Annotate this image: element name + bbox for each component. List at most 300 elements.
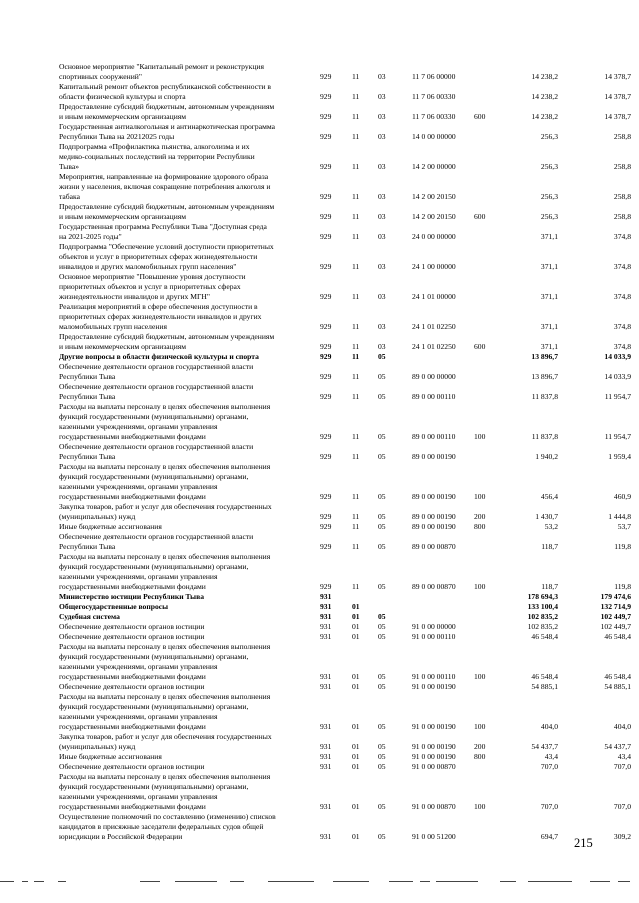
section-code: 11 <box>352 392 360 401</box>
amount-year-2: 460,9 <box>613 492 631 501</box>
admin-code: 931 <box>320 752 332 761</box>
amount-year-2: 14 378,7 <box>604 72 631 81</box>
target-item-code: 14 2 00 20150 <box>412 192 456 201</box>
subsection-code: 05 <box>378 722 386 731</box>
subsection-code: 03 <box>378 342 386 351</box>
amount-year-2: 707,0 <box>613 762 631 771</box>
table-row <box>0 402 639 442</box>
row-description: жизни у населения, включая сокращение потребления алкоголя и <box>59 182 271 191</box>
section-code: 01 <box>352 682 360 691</box>
section-code: 11 <box>352 232 360 241</box>
amount-year-1: 102 835,2 <box>527 612 558 621</box>
table-row <box>0 592 639 602</box>
subsection-code: 03 <box>378 292 386 301</box>
subsection-code: 05 <box>378 682 386 691</box>
row-description: объектов и услуг в приоритетных сферах жизнедеятельности <box>59 252 258 261</box>
row-description: области физической культуры и спорта <box>59 92 186 101</box>
section-code: 11 <box>352 342 360 351</box>
table-row <box>0 382 639 402</box>
subsection-code: 05 <box>378 432 386 441</box>
row-description: кандидатов в присяжные заседатели федеральных судов общей <box>59 822 264 831</box>
amount-year-2: 119,8 <box>614 542 631 551</box>
amount-year-2: 258,8 <box>613 192 631 201</box>
row-description: Предоставление субсидий бюджетным, автономным учреждениям <box>59 332 275 341</box>
admin-code: 929 <box>320 92 332 101</box>
row-description: казенными учреждениями, органами управления <box>59 422 218 431</box>
table-row <box>0 522 639 532</box>
row-description: Государственная программа Республики Тыва "Доступная среда <box>59 222 267 231</box>
target-item-code: 91 0 00 00000 <box>412 622 456 631</box>
admin-code: 931 <box>320 622 332 631</box>
amount-year-2: 11 954,7 <box>604 392 631 401</box>
admin-code: 929 <box>320 452 332 461</box>
target-item-code: 89 0 00 00870 <box>412 542 456 551</box>
target-item-code: 11 7 06 00000 <box>412 72 456 81</box>
row-description: Расходы на выплаты персоналу в целях обеспечения выполнения <box>59 552 271 561</box>
row-description: Подпрограмма "Обеспечение условий доступности приоритетных <box>59 242 274 251</box>
section-code: 01 <box>352 762 360 771</box>
target-item-code: 89 0 00 00190 <box>412 492 456 501</box>
amount-year-1: 11 837,8 <box>531 392 558 401</box>
section-code: 11 <box>352 72 360 81</box>
target-item-code: 89 0 00 00110 <box>412 432 456 441</box>
row-description: Реализация мероприятий в сфере обеспечения доступности в <box>59 302 258 311</box>
amount-year-1: 13 896,7 <box>531 372 558 381</box>
amount-year-1: 371,1 <box>540 262 558 271</box>
section-code: 11 <box>352 452 360 461</box>
subsection-code: 05 <box>378 632 386 641</box>
target-item-code: 91 0 00 00190 <box>412 722 456 731</box>
row-description: на 2021-2025 годы" <box>59 232 122 241</box>
row-description: Осуществление полномочий по составлению (изменению) списков <box>59 812 276 821</box>
target-item-code: 24 1 01 02250 <box>412 322 456 331</box>
subsection-code: 03 <box>378 72 386 81</box>
section-code: 01 <box>352 672 360 681</box>
amount-year-1: 694,7 <box>540 832 558 841</box>
subsection-code: 05 <box>378 802 386 811</box>
amount-year-1: 256,3 <box>540 192 558 201</box>
subsection-code: 05 <box>378 742 386 751</box>
amount-year-2: 309,2 <box>613 832 631 841</box>
section-code: 01 <box>352 622 360 631</box>
section-code: 11 <box>352 212 360 221</box>
section-code: 11 <box>352 512 360 521</box>
expense-type-code: 600 <box>474 342 486 351</box>
amount-year-1: 707,0 <box>540 762 558 771</box>
admin-code: 929 <box>320 522 332 531</box>
target-item-code: 89 0 00 00190 <box>412 512 456 521</box>
row-description: Основное мероприятие "Капитальный ремонт и реконструкция <box>59 62 264 71</box>
row-description: Другие вопросы в области физической культуры и спорта <box>59 352 259 361</box>
amount-year-2: 102 449,7 <box>600 612 631 621</box>
target-item-code: 14 2 00 20150 <box>412 212 456 221</box>
section-code: 11 <box>352 582 360 591</box>
row-description: Обеспечение деятельности органов юстиции <box>59 632 205 641</box>
row-description: государственными внебюджетными фондами <box>59 802 206 811</box>
admin-code: 931 <box>320 742 332 751</box>
row-description: Государственная антиалкогольная и антинаркотическая программа <box>59 122 276 131</box>
row-description: Мероприятия, направленные на формирование здорового образа <box>59 172 269 181</box>
amount-year-1: 13 896,7 <box>531 352 558 361</box>
subsection-code: 05 <box>378 612 386 621</box>
amount-year-1: 54 437,7 <box>531 742 558 751</box>
amount-year-1: 404,0 <box>540 722 558 731</box>
amount-year-1: 371,1 <box>540 232 558 241</box>
row-description: (муниципальных) нужд <box>59 742 136 751</box>
expense-type-code: 800 <box>474 522 486 531</box>
expense-type-code: 100 <box>474 432 486 441</box>
row-description: казенными учреждениями, органами управления <box>59 712 218 721</box>
amount-year-2: 179 474,6 <box>600 592 631 601</box>
table-row <box>0 272 639 302</box>
target-item-code: 91 0 00 00870 <box>412 762 456 771</box>
row-description: Обеспечение деятельности органов государственной власти <box>59 362 254 371</box>
row-description: Капитальный ремонт объектов республиканской собственности в <box>59 82 271 91</box>
row-description: государственными внебюджетными фондами <box>59 432 206 441</box>
target-item-code: 91 0 00 00190 <box>412 682 456 691</box>
row-description: государственными внебюджетными фондами <box>59 582 206 591</box>
admin-code: 931 <box>320 762 332 771</box>
amount-year-2: 374,8 <box>613 322 631 331</box>
amount-year-1: 256,3 <box>540 212 558 221</box>
target-item-code: 14 2 00 00000 <box>412 162 456 171</box>
section-code: 11 <box>352 352 360 361</box>
table-row <box>0 532 639 552</box>
expense-type-code: 100 <box>474 492 486 501</box>
amount-year-2: 14 378,7 <box>604 92 631 101</box>
section-code: 11 <box>352 112 360 121</box>
amount-year-1: 54 885,1 <box>531 682 558 691</box>
row-description: Общегосударственные вопросы <box>59 602 169 611</box>
admin-code: 929 <box>320 392 332 401</box>
admin-code: 931 <box>320 612 332 621</box>
row-description: и иным некоммерческим организациям <box>59 342 187 351</box>
admin-code: 931 <box>320 632 332 641</box>
row-description: Предоставление субсидий бюджетным, автономным учреждениям <box>59 102 275 111</box>
amount-year-2: 374,8 <box>613 292 631 301</box>
expense-type-code: 800 <box>474 752 486 761</box>
amount-year-1: 118,7 <box>541 582 558 591</box>
row-description: Расходы на выплаты персоналу в целях обеспечения выполнения <box>59 642 271 651</box>
target-item-code: 91 0 00 00870 <box>412 802 456 811</box>
expense-type-code: 100 <box>474 672 486 681</box>
section-code: 11 <box>352 372 360 381</box>
row-description: Республики Тыва <box>59 452 116 461</box>
table-row <box>0 82 639 102</box>
table-row <box>0 642 639 682</box>
admin-code: 931 <box>320 592 332 601</box>
subsection-code: 05 <box>378 492 386 501</box>
row-description: спортивных сооружений" <box>59 72 142 81</box>
subsection-code: 03 <box>378 92 386 101</box>
table-row <box>0 772 639 812</box>
target-item-code: 24 0 00 00000 <box>412 232 456 241</box>
row-description: Министерство юстиции Республики Тыва <box>59 592 204 601</box>
amount-year-2: 374,8 <box>613 232 631 241</box>
row-description: функций государственными (муниципальными) органами, <box>59 652 249 661</box>
amount-year-1: 456,4 <box>540 492 558 501</box>
table-row <box>0 812 639 842</box>
target-item-code: 89 0 00 00870 <box>412 582 456 591</box>
section-code: 01 <box>352 602 360 611</box>
table-row <box>0 622 639 632</box>
table-row <box>0 442 639 462</box>
amount-year-1: 46 548,4 <box>531 632 558 641</box>
amount-year-1: 1 430,7 <box>535 512 558 521</box>
row-description: Иные бюджетные ассигнования <box>59 752 162 761</box>
table-row <box>0 462 639 502</box>
row-description: и иным некоммерческим организациям <box>59 212 187 221</box>
amount-year-1: 371,1 <box>540 292 558 301</box>
row-description: приоритетных сферах жизнедеятельности инвалидов и других <box>59 312 262 321</box>
admin-code: 929 <box>320 232 332 241</box>
row-description: функций государственными (муниципальными) органами, <box>59 782 249 791</box>
row-description: Расходы на выплаты персоналу в целях обеспечения выполнения <box>59 402 271 411</box>
section-code: 01 <box>352 632 360 641</box>
amount-year-2: 119,8 <box>614 582 631 591</box>
row-description: казенными учреждениями, органами управления <box>59 792 218 801</box>
amount-year-2: 46 548,4 <box>604 672 631 681</box>
row-description: государственными внебюджетными фондами <box>59 722 206 731</box>
admin-code: 929 <box>320 432 332 441</box>
admin-code: 929 <box>320 112 332 121</box>
subsection-code: 03 <box>378 322 386 331</box>
expense-type-code: 100 <box>474 582 486 591</box>
amount-year-2: 14 378,7 <box>604 112 631 121</box>
section-code: 11 <box>352 432 360 441</box>
amount-year-2: 1 959,4 <box>608 452 631 461</box>
section-code: 01 <box>352 802 360 811</box>
target-item-code: 89 0 00 00110 <box>412 392 456 401</box>
row-description: Подпрограмма «Профилактика пьянства, алкоголизма и их <box>59 142 250 151</box>
admin-code: 929 <box>320 192 332 201</box>
amount-year-2: 43,4 <box>617 752 631 761</box>
amount-year-2: 1 444,8 <box>608 512 631 521</box>
admin-code: 929 <box>320 492 332 501</box>
subsection-code: 05 <box>378 672 386 681</box>
expense-type-code: 600 <box>474 212 486 221</box>
subsection-code: 03 <box>378 262 386 271</box>
target-item-code: 89 0 00 00000 <box>412 372 456 381</box>
row-description: функций государственными (муниципальными) органами, <box>59 472 249 481</box>
row-description: и иным некоммерческим организациям <box>59 112 187 121</box>
amount-year-1: 11 837,8 <box>531 432 558 441</box>
row-description: казенными учреждениями, органами управления <box>59 572 218 581</box>
amount-year-1: 1 940,2 <box>535 452 558 461</box>
row-description: государственными внебюджетными фондами <box>59 672 206 681</box>
row-description: Обеспечение деятельности органов государственной власти <box>59 442 254 451</box>
admin-code: 931 <box>320 802 332 811</box>
target-item-code: 91 0 00 00110 <box>412 632 456 641</box>
row-description: маломобильных групп населения <box>59 322 167 331</box>
table-row <box>0 762 639 772</box>
amount-year-1: 46 548,4 <box>531 672 558 681</box>
subsection-code: 05 <box>378 762 386 771</box>
table-row <box>0 332 639 352</box>
amount-year-2: 404,0 <box>613 722 631 731</box>
subsection-code: 03 <box>378 112 386 121</box>
table-row <box>0 552 639 592</box>
subsection-code: 05 <box>378 372 386 381</box>
amount-year-1: 43,4 <box>544 752 558 761</box>
table-row <box>0 632 639 642</box>
section-code: 01 <box>352 612 360 621</box>
section-code: 01 <box>352 742 360 751</box>
row-description: Обеспечение деятельности органов государственной власти <box>59 532 254 541</box>
subsection-code: 03 <box>378 162 386 171</box>
amount-year-2: 707,0 <box>613 802 631 811</box>
amount-year-2: 258,8 <box>613 212 631 221</box>
admin-code: 929 <box>320 542 332 551</box>
row-description: Обеспечение деятельности органов юстиции <box>59 682 205 691</box>
section-code: 11 <box>352 132 360 141</box>
section-code: 11 <box>352 92 360 101</box>
table-row <box>0 62 639 82</box>
amount-year-2: 374,8 <box>613 342 631 351</box>
amount-year-1: 371,1 <box>540 342 558 351</box>
expense-type-code: 100 <box>474 722 486 731</box>
target-item-code: 89 0 00 00190 <box>412 452 456 461</box>
subsection-code: 05 <box>378 752 386 761</box>
row-description: государственными внебюджетными фондами <box>59 492 206 501</box>
row-description: Республики Тыва <box>59 542 116 551</box>
amount-year-2: 102 449,7 <box>600 622 631 631</box>
admin-code: 929 <box>320 132 332 141</box>
amount-year-2: 258,8 <box>613 132 631 141</box>
table-row <box>0 142 639 172</box>
admin-code: 929 <box>320 262 332 271</box>
subsection-code: 05 <box>378 352 386 361</box>
admin-code: 929 <box>320 512 332 521</box>
row-description: Тыва» <box>59 162 80 171</box>
row-description: Закупка товаров, работ и услуг для обеспечения государственных <box>59 732 272 741</box>
row-description: функций государственными (муниципальными) органами, <box>59 412 249 421</box>
row-description: функций государственными (муниципальными) органами, <box>59 562 249 571</box>
subsection-code: 05 <box>378 452 386 461</box>
amount-year-1: 133 100,4 <box>527 602 558 611</box>
admin-code: 929 <box>320 372 332 381</box>
amount-year-2: 46 548,4 <box>604 632 631 641</box>
expense-type-code: 200 <box>474 742 486 751</box>
section-code: 01 <box>352 752 360 761</box>
amount-year-1: 256,3 <box>540 162 558 171</box>
row-description: Расходы на выплаты персоналу в целях обеспечения выполнения <box>59 692 271 701</box>
row-description: Расходы на выплаты персоналу в целях обеспечения выполнения <box>59 772 271 781</box>
section-code: 01 <box>352 722 360 731</box>
row-description: инвалидов и других маломобильных групп населения" <box>59 262 237 271</box>
table-row <box>0 172 639 202</box>
table-row <box>0 612 639 622</box>
target-item-code: 91 0 00 51200 <box>412 832 456 841</box>
section-code: 11 <box>352 542 360 551</box>
row-description: юрисдикции в Российской Федерации <box>59 832 183 841</box>
admin-code: 931 <box>320 602 332 611</box>
amount-year-1: 256,3 <box>540 132 558 141</box>
row-description: Закупка товаров, работ и услуг для обеспечения государственных <box>59 502 272 511</box>
subsection-code: 05 <box>378 832 386 841</box>
section-code: 11 <box>352 162 360 171</box>
amount-year-2: 14 033,9 <box>604 352 631 361</box>
expense-type-code: 200 <box>474 512 486 521</box>
target-item-code: 91 0 00 00110 <box>412 672 456 681</box>
table-row <box>0 222 639 242</box>
subsection-code: 05 <box>378 512 386 521</box>
section-code: 11 <box>352 522 360 531</box>
row-description: Судебная система <box>59 612 120 621</box>
section-code: 11 <box>352 292 360 301</box>
section-code: 11 <box>352 322 360 331</box>
target-item-code: 11 7 06 00330 <box>412 112 456 121</box>
row-description: Республики Тыва на 20212025 годы <box>59 132 175 141</box>
admin-code: 929 <box>320 162 332 171</box>
target-item-code: 89 0 00 00190 <box>412 522 456 531</box>
target-item-code: 91 0 00 00190 <box>412 752 456 761</box>
row-description: Обеспечение деятельности органов государственной власти <box>59 382 254 391</box>
target-item-code: 24 1 01 02250 <box>412 342 456 351</box>
table-row <box>0 682 639 692</box>
subsection-code: 05 <box>378 522 386 531</box>
target-item-code: 11 7 06 00330 <box>412 92 456 101</box>
admin-code: 929 <box>320 292 332 301</box>
table-row <box>0 122 639 142</box>
amount-year-1: 53,2 <box>544 522 558 531</box>
page-number: 215 <box>574 836 593 850</box>
amount-year-2: 132 714,9 <box>600 602 631 611</box>
section-code: 11 <box>352 492 360 501</box>
row-description: Республики Тыва <box>59 392 116 401</box>
admin-code: 929 <box>320 582 332 591</box>
table-row <box>0 502 639 522</box>
target-item-code: 91 0 00 00190 <box>412 742 456 751</box>
subsection-code: 05 <box>378 542 386 551</box>
table-row <box>0 102 639 122</box>
table-row <box>0 302 639 332</box>
amount-year-1: 14 238,2 <box>531 72 558 81</box>
subsection-code: 05 <box>378 622 386 631</box>
row-description: Расходы на выплаты персоналу в целях обеспечения выполнения <box>59 462 271 471</box>
table-row <box>0 692 639 732</box>
subsection-code: 03 <box>378 212 386 221</box>
admin-code: 929 <box>320 322 332 331</box>
amount-year-1: 178 694,3 <box>527 592 558 601</box>
section-code: 11 <box>352 192 360 201</box>
table-row <box>0 202 639 222</box>
row-description: Иные бюджетные ассигнования <box>59 522 162 531</box>
amount-year-2: 374,8 <box>613 262 631 271</box>
table-row <box>0 362 639 382</box>
amount-year-1: 102 835,2 <box>527 622 558 631</box>
subsection-code: 05 <box>378 392 386 401</box>
table-row <box>0 352 639 362</box>
amount-year-2: 11 954,7 <box>604 432 631 441</box>
row-description: Основное мероприятие "Повышение уровня доступности <box>59 272 246 281</box>
amount-year-1: 118,7 <box>541 542 558 551</box>
admin-code: 929 <box>320 352 332 361</box>
admin-code: 931 <box>320 672 332 681</box>
admin-code: 929 <box>320 72 332 81</box>
amount-year-2: 54 885,1 <box>604 682 631 691</box>
expense-type-code: 600 <box>474 112 486 121</box>
row-description: жизнедеятельности инвалидов и других МГН" <box>59 292 210 301</box>
target-item-code: 24 1 00 00000 <box>412 262 456 271</box>
expense-type-code: 100 <box>474 802 486 811</box>
page-bottom-rule <box>0 881 639 882</box>
section-code: 01 <box>352 832 360 841</box>
amount-year-1: 707,0 <box>540 802 558 811</box>
row-description: Обеспечение деятельности органов юстиции <box>59 762 205 771</box>
admin-code: 931 <box>320 722 332 731</box>
row-description: казенными учреждениями, органами управления <box>59 662 218 671</box>
